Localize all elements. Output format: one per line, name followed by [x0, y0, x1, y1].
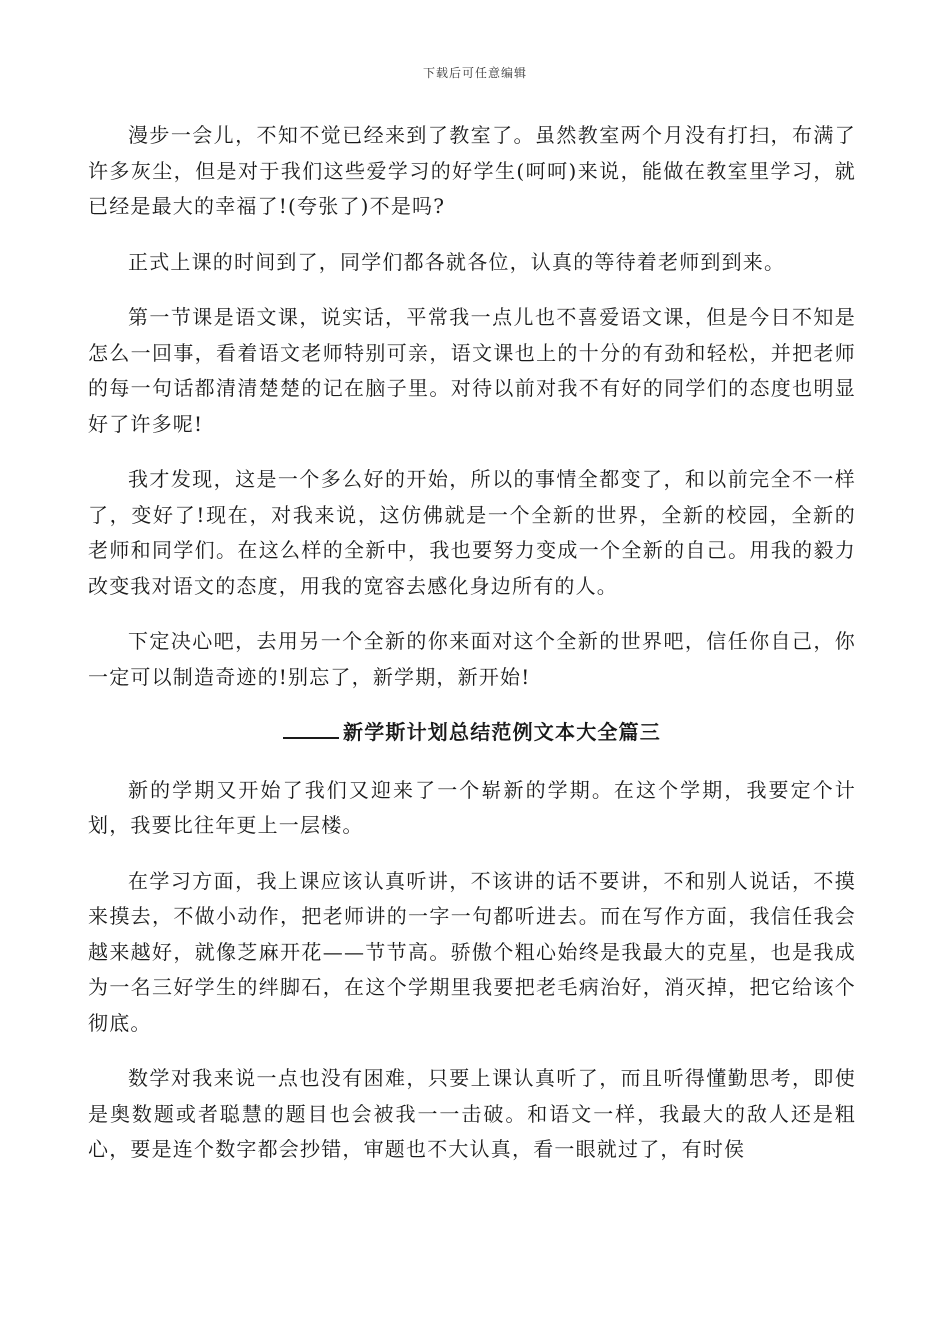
title-blank-underline: [283, 719, 339, 739]
paragraph: 第一节课是语文课，说实话，平常我一点儿也不喜爱语文课，但是今日不知是怎么一回事，看着语文老师特别可亲，语文课也上的十分的有劲和轻松，并把老师的每一句话都清清楚楚的记在脑子里。对待以前对我不有好的同学们的态度也明显好了许多呢!: [88, 305, 856, 436]
paragraph: 漫步一会儿，不知不觉已经来到了教室了。虽然教室两个月没有打扫，布满了许多灰尘，但是对于我们这些爱学习的好学生(呵呵)来说，能做在教室里学习，就已经是最大的幸福了!(夸张了)不是吗?: [88, 123, 856, 218]
section-heading: [88, 715, 856, 751]
paragraph: 正式上课的时间到了，同学们都各就各位，认真的等待着老师到到来。: [128, 249, 786, 274]
paragraph: 在学习方面，我上课应该认真听讲，不该讲的话不要讲，不和别人说话，不摸来摸去，不做小动作，把老师讲的一字一句都听进去。而在写作方面，我信任我会越来越好，就像芝麻开花——节节高。骄傲个粗心始终是我最大的克星，也是我成为一名三好学生的绊脚石，在这个学期里我要把老毛病治好，消灭掉，把它给该个彻底。: [88, 868, 856, 1035]
paragraph: 新的学期又开始了我们又迎来了一个崭新的学期。在这个学期，我要定个计划，我要比往年更上一层楼。: [88, 777, 856, 837]
page-header: 下载后可任意编辑: [422, 66, 527, 80]
paragraph: 我才发现，这是一个多么好的开始，所以的事情全都变了，和以前完全不一样了，变好了!现在，对我来说，这仿佛就是一个全新的世界，全新的校园，全新的老师和同学们。在这么样的全新中，我也要努力变成一个全新的自己。用我的毅力改变我对语文的态度，用我的宽容去感化身边所有的人。: [88, 467, 856, 598]
paragraph: 下定决心吧，去用另一个全新的你来面对这个全新的世界吧，信任你自己，你一定可以制造奇迹的!别忘了，新学期，新开始!: [88, 629, 856, 689]
document-body: [88, 118, 856, 1188]
section-title-text: 新学斯计划总结范例文本大全篇三: [343, 720, 661, 744]
paragraph: 数学对我来说一点也没有困难，只要上课认真听了，而且听得懂勤思考，即使是奥数题或者聪慧的题目也会被我一一击破。和语文一样，我最大的敌人还是粗心，要是连个数字都会抄错，审题也不大认真，看一眼就过了，有时侯: [88, 1066, 856, 1161]
